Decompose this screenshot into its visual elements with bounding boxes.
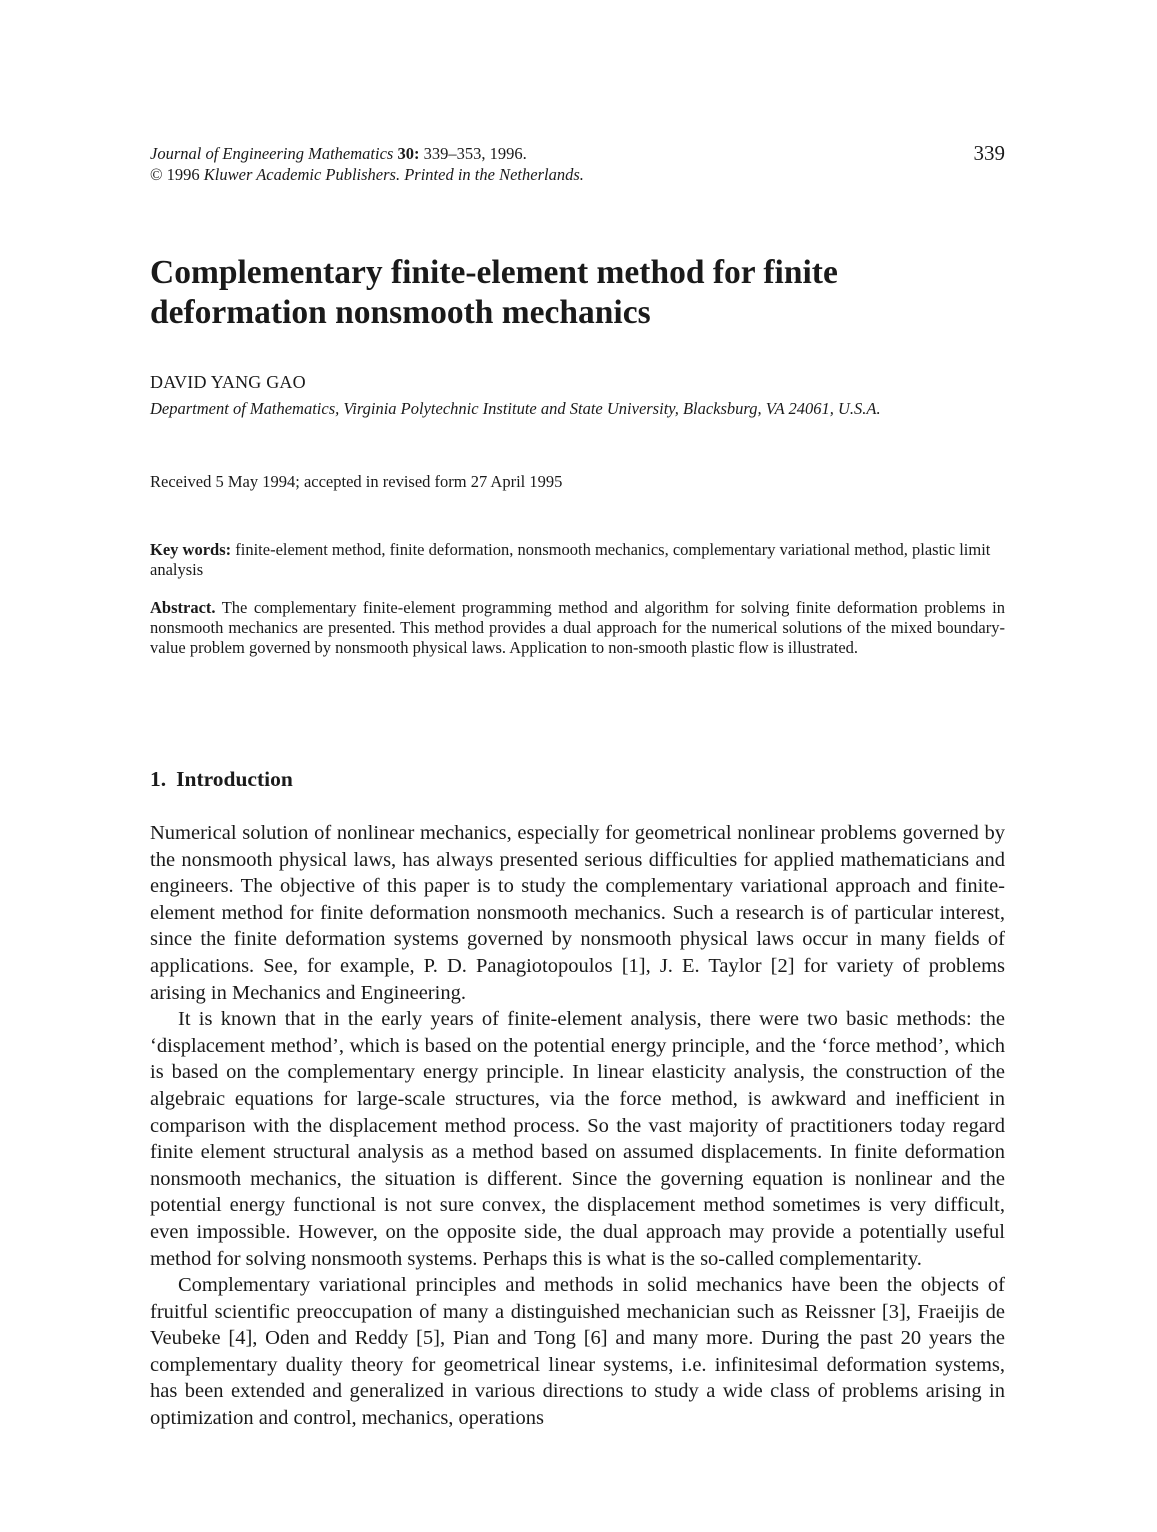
paragraph-1: Numerical solution of nonlinear mechanics, especially for geometrical nonlinear problems governed by the nonsmooth physical laws, has always presented serious difficulties for applied mathematicians and engineers. The objective of this paper is to study the complementary variational approach and finite-element method for finite deformation nonsmooth mechanics. Such a research is of particular interest, since the finite deformation systems governed by nonsmooth physical laws occur in many fields of applications. See, for example, P. D. Panagiotopoulos [1], J. E. Taylor [2] for variety of problems arising in Mechanics and Engineering. — [150, 822, 1005, 1004]
paragraph-3: Complementary variational principles and methods in solid mechanics have been the objects of fruitful scientific preoccupation of many a distinguished mechanician such as Reissner [3], Fraeijis de Veubeke [4], Oden and Reddy [5], Pian and Tong [6] and many more. During the past 20 years the complementary duality theory for geometrical linear systems, i.e. infinitesimal deformation systems, has been extended and generalized in various directions to study a wide class of problems arising in optimization and control, mechanics, operations — [150, 1274, 1005, 1430]
author-affiliation: Department of Mathematics, Virginia Polytechnic Institute and State University, Blacksburg, VA 24061, U.S.A. — [150, 399, 881, 418]
keywords-text: finite-element method, finite deformation, nonsmooth mechanics, complementary variational method, plastic limit analysis — [150, 540, 991, 579]
abstract-text: The complementary finite-element programming method and algorithm for solving finite deformation problems in nonsmooth mechanics are presented. This method provides a dual approach for the numerical solutions of the mixed boundary-value problem governed by nonsmooth physical laws. Application to non-smooth plastic flow is illustrated. — [150, 598, 1005, 658]
paper-title — [150, 253, 1005, 333]
abstract-label: Abstract. — [150, 598, 216, 617]
keywords-label: Key words: — [150, 540, 232, 559]
keywords-block — [150, 540, 1005, 580]
paper-page — [150, 0, 1005, 1532]
publisher-notice: Kluwer Academic Publishers. Printed in the Netherlands. — [203, 165, 584, 184]
citation-line — [150, 143, 1005, 164]
title-line-2: deformation nonsmooth mechanics — [150, 294, 651, 331]
copyright-year: 1996 — [162, 165, 204, 184]
title-line-1: Complementary finite-element method for finite — [150, 254, 838, 291]
section-title: Introduction — [176, 767, 293, 791]
journal-volume: 30: — [397, 144, 420, 163]
paragraph-2: It is known that in the early years of finite-element analysis, there were two basic methods: the ‘displacement method’, which is based on the potential energy principle, and the ‘force method’, which is based on the complementary energy principle. In linear elasticity analysis, the construction of the algebraic equations for large-scale structures, via the force method, is awkward and inefficient in comparison with the displacement method process. So the vast majority of practitioners today regard finite element structural analysis as a method based on assumed displacements. In finite deformation nonsmooth mechanics, the situation is different. Since the governing equation is nonlinear and the potential energy functional is not sure convex, the displacement method sometimes is very difficult, even impossible. However, on the opposite side, the dual approach may provide a potentially useful method for solving nonsmooth systems. Perhaps this is what is the so-called complementarity. — [150, 1008, 1005, 1270]
page-number: 339 — [973, 141, 1005, 165]
section-heading — [150, 767, 293, 792]
body-text — [150, 820, 1005, 1432]
journal-header — [150, 143, 1005, 185]
author-name: DAVID YANG GAO — [150, 372, 306, 392]
abstract-block — [150, 598, 1005, 659]
journal-name: Journal of Engineering Mathematics — [150, 144, 394, 163]
section-number: 1. — [150, 767, 167, 791]
journal-pages-year: 339–353, 1996. — [419, 144, 527, 163]
received-dates: Received 5 May 1994; accepted in revised form 27 April 1995 — [150, 472, 563, 491]
copyright-symbol: © — [150, 165, 163, 184]
copyright-line — [150, 164, 1005, 185]
